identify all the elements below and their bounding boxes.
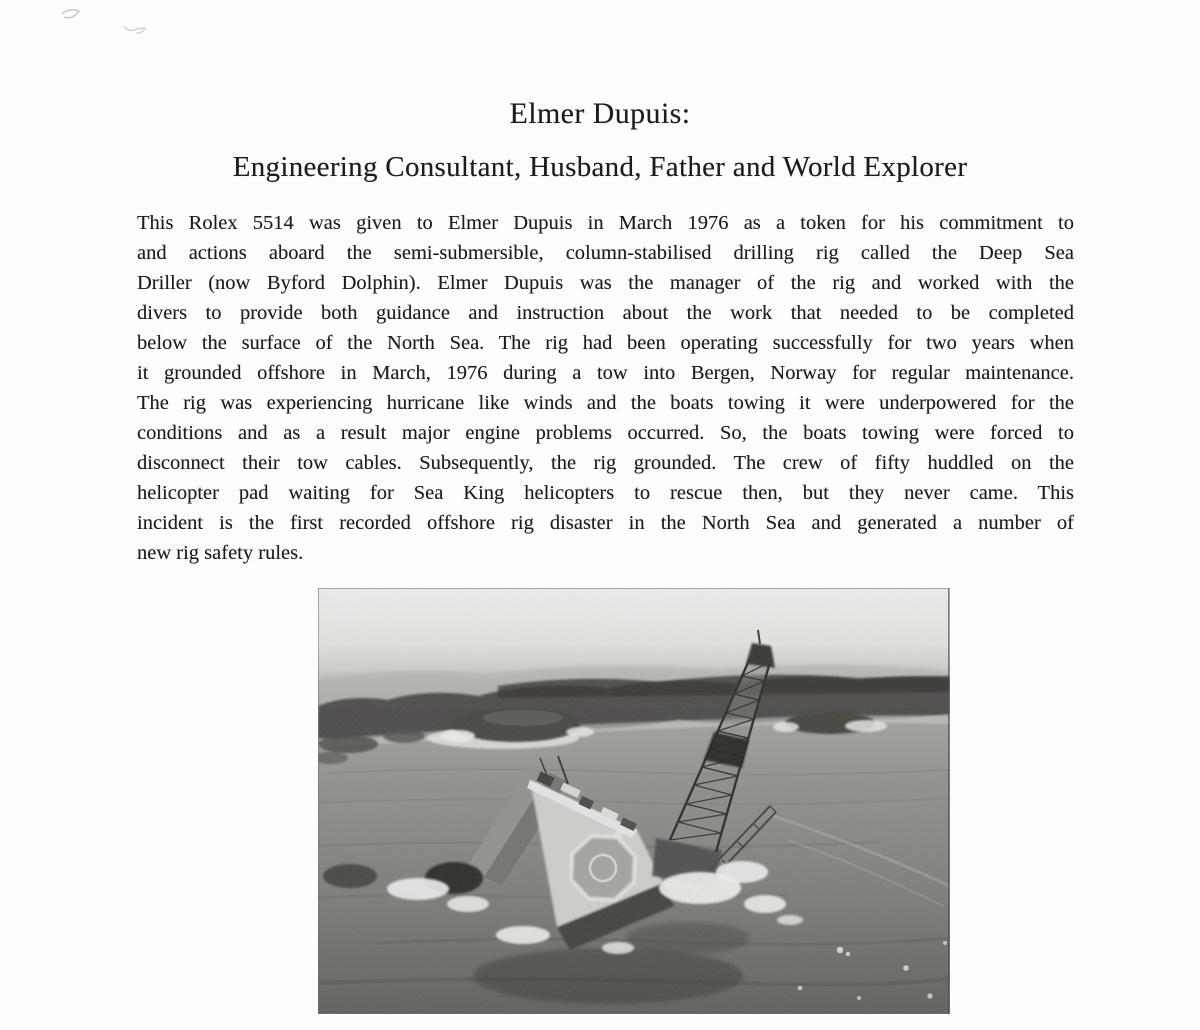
scan-artifact xyxy=(62,10,79,18)
paragraph-line: divers to provide both guidance and instruction about the work that needed to be completed xyxy=(137,302,1074,324)
paragraph xyxy=(137,208,1074,568)
photo-grain xyxy=(318,588,950,1014)
paragraph-line: disconnect their tow cables. Subsequently, the rig grounded. The crew of fifty huddled on the xyxy=(137,452,1074,474)
paragraph-line: The rig was experiencing hurricane like winds and the boats towing it were underpowered for the xyxy=(137,392,1074,414)
paragraph-line: conditions and as a result major engine problems occurred. So, the boats towing were forced to xyxy=(137,422,1074,444)
paragraph-line: helicopter pad waiting for Sea King helicopters to rescue then, but they never came. This xyxy=(137,482,1074,504)
scan-artifact xyxy=(124,26,145,33)
paragraph-line: incident is the first recorded offshore rig disaster in the North Sea and generated a number of xyxy=(137,512,1074,534)
paragraph-line: Driller (now Byford Dolphin). Elmer Dupuis was the manager of the rig and worked with the xyxy=(137,272,1074,294)
paragraph-line: it grounded offshore in March, 1976 during a tow into Bergen, Norway for regular maintenance. xyxy=(137,362,1074,384)
scan-artifact-marks xyxy=(40,0,200,44)
rig-photo xyxy=(318,588,950,1014)
paragraph-line: This Rolex 5514 was given to Elmer Dupuis in March 1976 as a token for his commitment to xyxy=(137,212,1074,234)
page-title: Elmer Dupuis: xyxy=(509,97,691,130)
paragraph-line: and actions aboard the semi-submersible, column-stabilised drilling rig called the Deep Sea xyxy=(137,242,1074,264)
paragraph-line: new rig safety rules. xyxy=(137,542,304,564)
page-subtitle: Engineering Consultant, Husband, Father and World Explorer xyxy=(232,151,968,183)
paragraph-line: below the surface of the North Sea. The rig had been operating successfully for two years when xyxy=(137,332,1074,354)
rig-photo-illustration xyxy=(318,588,950,1014)
